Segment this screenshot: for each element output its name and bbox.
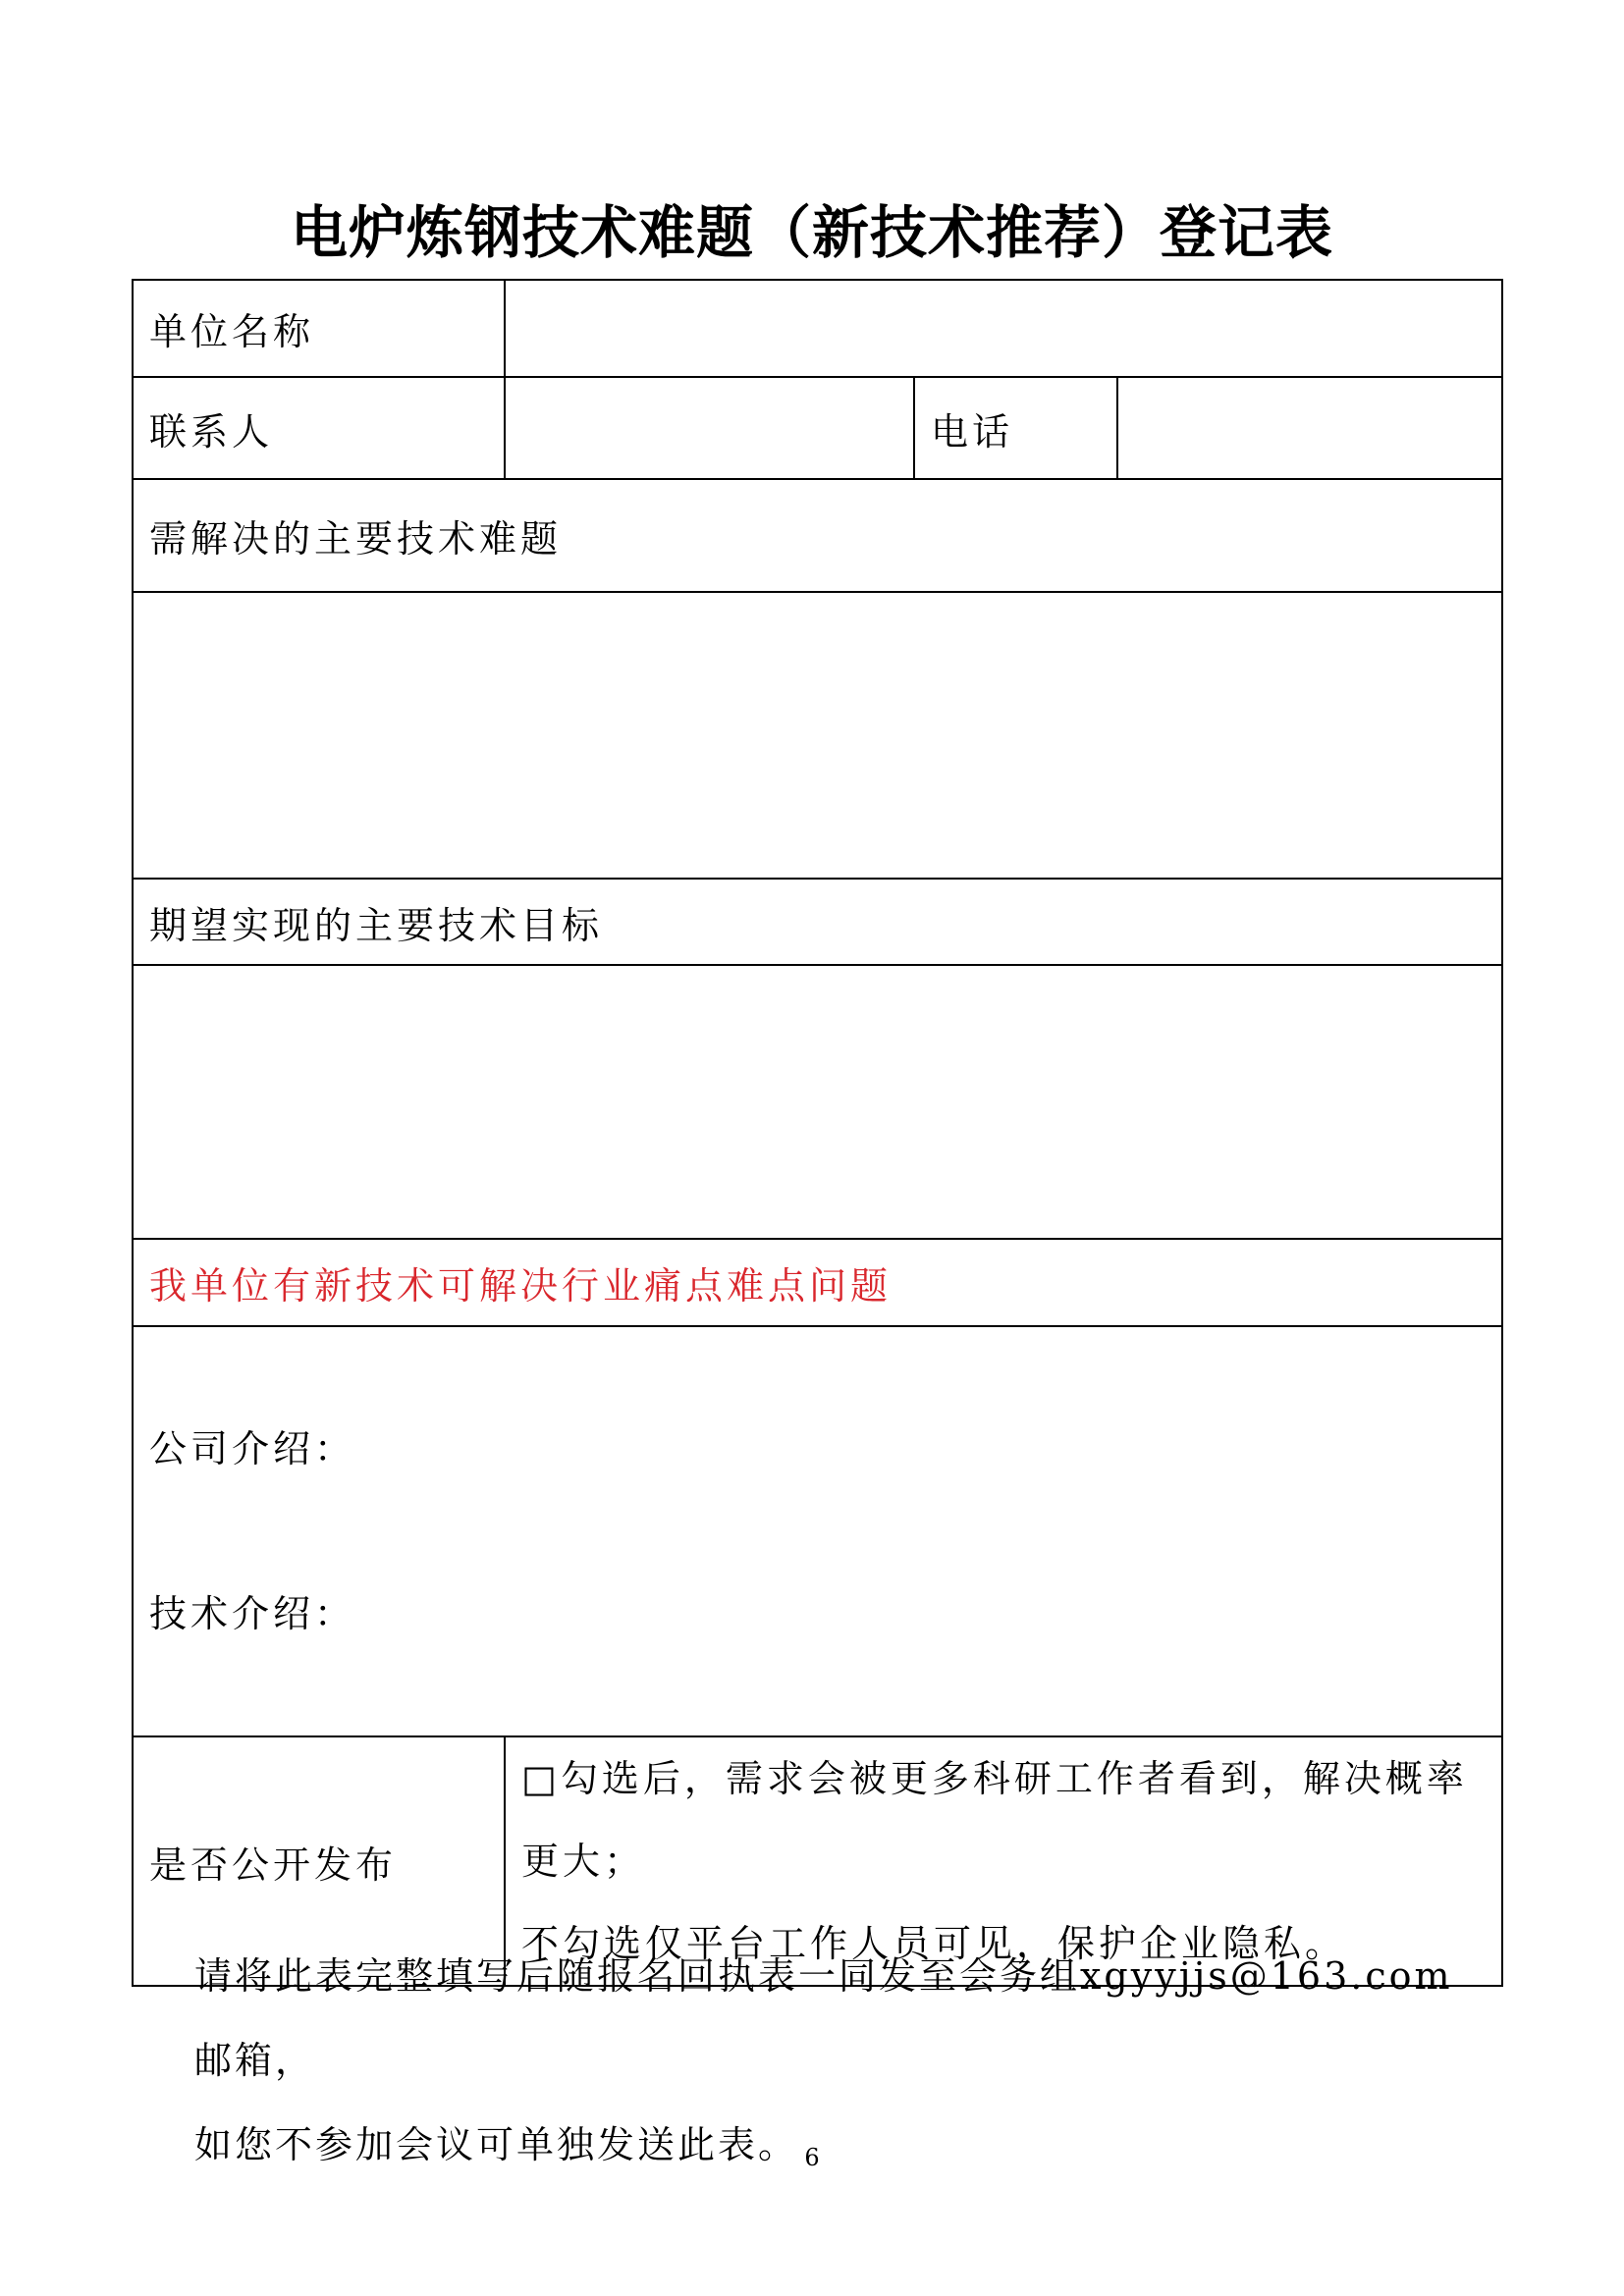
tech-intro-label: 技术介绍： bbox=[149, 1592, 356, 1635]
problem-label: 需解决的主要技术难题 bbox=[133, 479, 1502, 592]
new-tech-field[interactable] bbox=[133, 1326, 1502, 1736]
unit-name-field[interactable] bbox=[505, 280, 1502, 377]
contact-field[interactable] bbox=[505, 377, 914, 479]
row-unit-name bbox=[133, 280, 1502, 377]
phone-label: 电话 bbox=[914, 377, 1117, 479]
row-problem-header bbox=[133, 479, 1502, 592]
new-tech-label: 我单位有新技术可解决行业痛点难点问题 bbox=[133, 1239, 1502, 1326]
publish-note-line: 不勾选仅平台工作人员可见，保护企业隐私。 bbox=[521, 1922, 1347, 1965]
unit-name-label: 单位名称 bbox=[133, 280, 505, 377]
goal-field[interactable] bbox=[133, 965, 1502, 1239]
row-contact bbox=[133, 377, 1502, 479]
row-problem-body bbox=[133, 592, 1502, 879]
row-new-tech-body bbox=[133, 1326, 1502, 1736]
page-title: 电炉炼钢技术难题（新技术推荐）登记表 bbox=[290, 199, 1333, 266]
company-intro-label: 公司介绍： bbox=[149, 1427, 356, 1470]
phone-field[interactable] bbox=[1117, 377, 1502, 479]
row-goal-body bbox=[133, 965, 1502, 1239]
contact-label: 联系人 bbox=[133, 377, 505, 479]
note-line-1: 请将此表完整填写后随报名回执表一同发至会务组xgyyjjs@163.com邮箱， bbox=[194, 1954, 1453, 2082]
goal-label: 期望实现的主要技术目标 bbox=[133, 879, 1502, 965]
page-number: 6 bbox=[804, 2144, 820, 2171]
registration-form-table bbox=[132, 279, 1503, 1987]
row-goal-header bbox=[133, 879, 1502, 965]
row-new-tech-header bbox=[133, 1239, 1502, 1326]
note-line-2: 如您不参加会议可单独发送此表。 bbox=[194, 2123, 799, 2166]
publish-checkbox-line[interactable]: □勾选后，需求会被更多科研工作者看到，解决概率更大； bbox=[521, 1757, 1468, 1883]
publish-label: 是否公开发布 bbox=[133, 1736, 505, 1986]
problem-field[interactable] bbox=[133, 592, 1502, 879]
